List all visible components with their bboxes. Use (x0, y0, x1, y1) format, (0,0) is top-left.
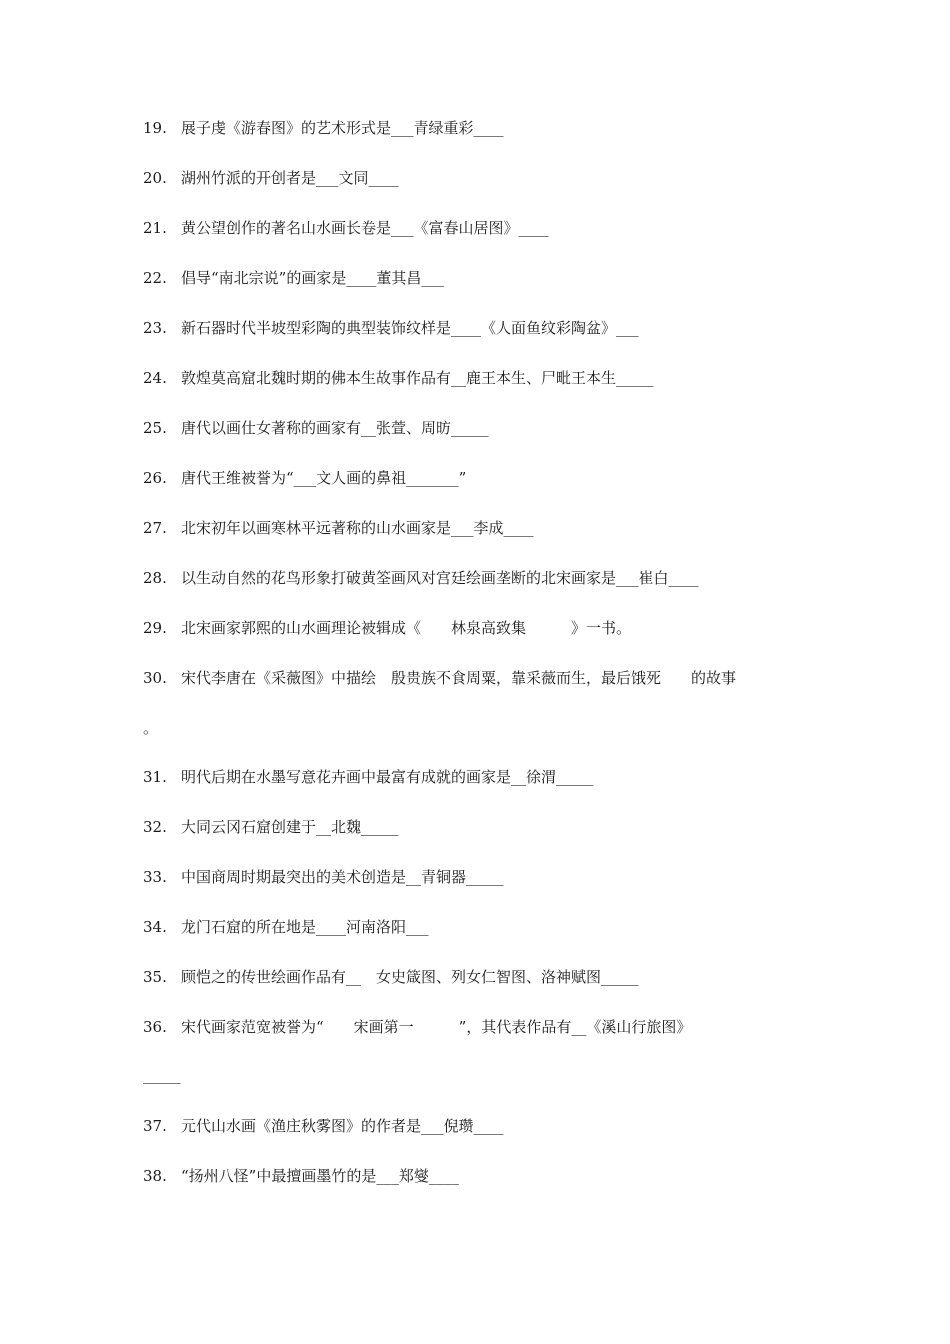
question-number: 34. (143, 918, 167, 936)
question-number: 24. (143, 369, 167, 387)
question-29 (143, 616, 823, 640)
question-number: 28. (143, 569, 167, 587)
question-text: 宋代李唐在《采薇图》中描绘 殷贵族不食周粟，靠采薇而生，最后饿死 的故事 (181, 669, 737, 687)
question-number: 38. (143, 1167, 167, 1185)
question-text: 龙门石窟的所在地是____河南洛阳___ (181, 918, 429, 936)
question-36-continuation: _____ (143, 1066, 181, 1084)
question-26 (143, 466, 823, 490)
question-25 (143, 416, 823, 440)
question-text: 新石器时代半坡型彩陶的典型装饰纹样是____《人面鱼纹彩陶盆》___ (181, 319, 639, 337)
question-number: 22. (143, 269, 167, 287)
question-number: 29. (143, 619, 167, 637)
question-31 (143, 765, 823, 789)
question-text: 北宋初年以画寒林平远著称的山水画家是___李成____ (181, 519, 534, 537)
question-22 (143, 266, 823, 290)
question-text: 湖州竹派的开创者是___文同____ (181, 169, 399, 187)
question-text: 宋代画家范宽被誉为“ 宋画第一 ”，其代表作品有__《溪山行旅图》 (181, 1018, 692, 1036)
question-text: “扬州八怪”中最擅画墨竹的是___郑燮____ (181, 1167, 459, 1185)
question-number: 32. (143, 818, 167, 836)
question-19 (143, 116, 823, 140)
question-34 (143, 915, 823, 939)
question-text: 展子虔《游春图》的艺术形式是___青绿重彩____ (181, 119, 504, 137)
question-number: 33. (143, 868, 167, 886)
question-text: 明代后期在水墨写意花卉画中最富有成就的画家是__徐渭_____ (181, 768, 594, 786)
question-number: 26. (143, 469, 167, 487)
question-number: 21. (143, 219, 167, 237)
question-24 (143, 366, 823, 390)
question-text: 敦煌莫高窟北魏时期的佛本生故事作品有__鹿王本生、尸毗王本生_____ (181, 369, 654, 387)
question-text: 顾恺之的传世绘画作品有__ 女史箴图、列女仁智图、洛神赋图_____ (181, 968, 639, 986)
question-number: 35. (143, 968, 167, 986)
question-28 (143, 566, 823, 590)
question-number: 25. (143, 419, 167, 437)
question-27 (143, 516, 823, 540)
question-38 (143, 1164, 823, 1188)
question-36 (143, 1015, 823, 1039)
question-text: 黄公望创作的著名山水画长卷是___《富春山居图》____ (181, 219, 549, 237)
question-text: 大同云冈石窟创建于__北魏_____ (181, 818, 399, 836)
question-number: 27. (143, 519, 167, 537)
question-text: 中国商周时期最突出的美术创造是__青铜器_____ (181, 868, 504, 886)
question-number: 37. (143, 1117, 167, 1135)
question-37 (143, 1114, 823, 1138)
question-number: 20. (143, 169, 167, 187)
question-text: 元代山水画《渔庄秋雾图》的作者是___倪瓒____ (181, 1117, 504, 1135)
question-23 (143, 316, 823, 340)
question-30 (143, 666, 823, 690)
question-number: 30. (143, 669, 167, 687)
question-30-continuation: 。 (143, 719, 159, 737)
question-number: 23. (143, 319, 167, 337)
question-number: 19. (143, 119, 167, 137)
question-number: 31. (143, 768, 167, 786)
question-33 (143, 865, 823, 889)
question-text: 以生动自然的花鸟形象打破黄筌画风对宫廷绘画垄断的北宋画家是___崔白____ (181, 569, 699, 587)
question-number: 36. (143, 1018, 167, 1036)
question-20 (143, 166, 823, 190)
question-text: 倡导“南北宗说”的画家是____董其昌___ (181, 269, 444, 287)
question-text: 唐代以画仕女著称的画家有__张萱、周昉_____ (181, 419, 489, 437)
question-35 (143, 965, 823, 989)
question-32 (143, 815, 823, 839)
question-text: 唐代王维被誉为“___文人画的鼻祖_______” (181, 469, 467, 487)
question-21 (143, 216, 823, 240)
question-text: 北宋画家郭熙的山水画理论被辑成《 林泉高致集 》一书。 (181, 619, 632, 637)
